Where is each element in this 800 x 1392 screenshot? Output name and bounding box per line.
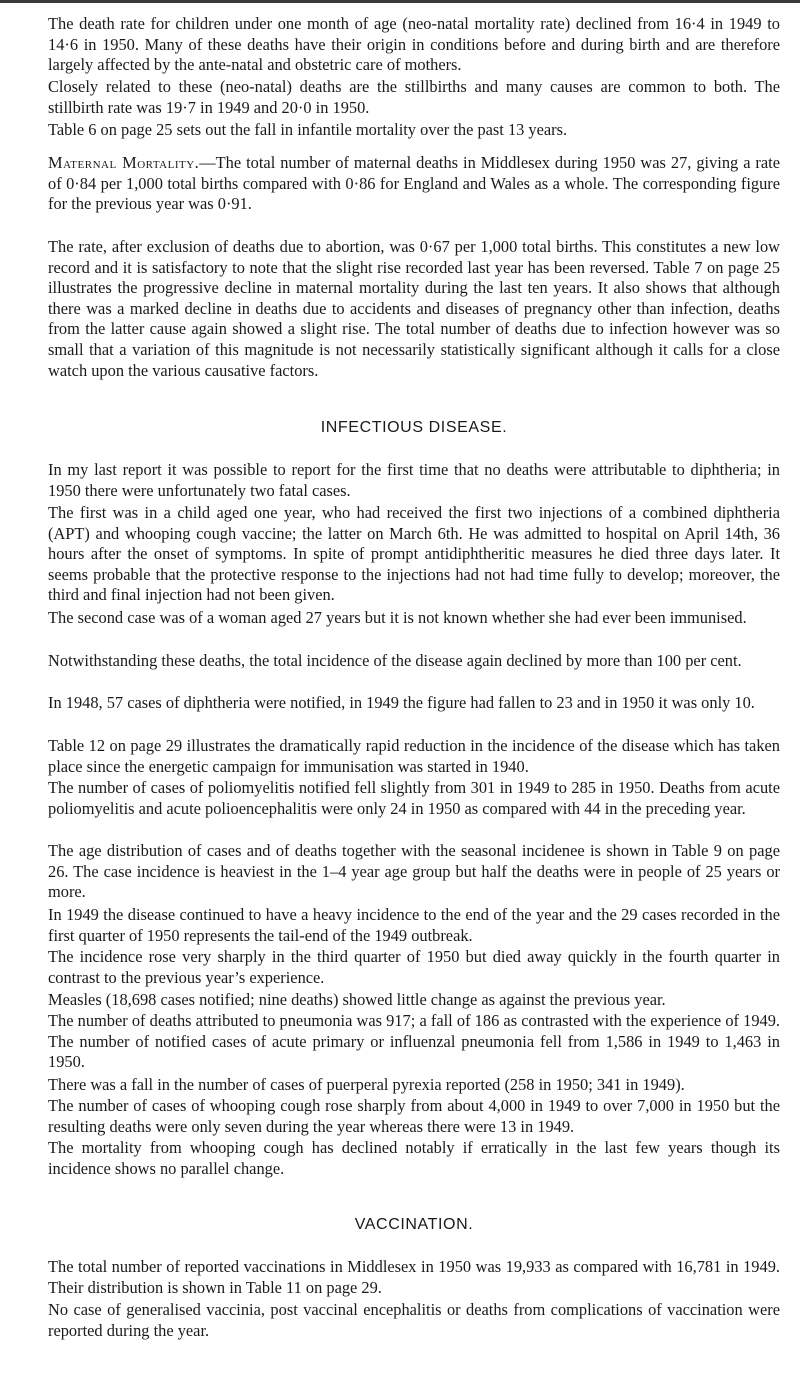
paragraph: The incidence rose very sharply in the third quarter of 1950 but died away quickly in the fourth quarter in contrast to the previous year’s experience. xyxy=(48,947,780,987)
infectious-p4-block xyxy=(48,651,780,672)
infectious-p2-block xyxy=(48,503,780,606)
vaccination-p2-block xyxy=(48,1300,780,1341)
paragraph: There was a fall in the number of cases of puerperal pyrexia reported (258 in 1950; 341 in 1949). xyxy=(48,1075,685,1094)
paragraph: The number of deaths attributed to pneumonia was 917; a fall of 186 as contrasted with the experience of 1949. The number of notified cases of acute primary or influenzal pneumonia fell from 1,586 in 1949 to 1,463 in 1950. xyxy=(48,1011,780,1072)
maternal-mortality-block xyxy=(48,153,780,215)
infectious-p9-block xyxy=(48,905,780,946)
neonatal-section xyxy=(48,14,780,76)
paragraph: The total number of reported vaccinations in Middlesex in 1950 was 19,933 as compared with 16,781 in 1949. Their distribution is shown in Table 11 on page 29. xyxy=(48,1257,780,1297)
section-heading: VACCINATION. xyxy=(354,1216,474,1233)
paragraph: Closely related to these (neo-natal) deaths are the stillbirths and many causes are common to both. The stillbirth rate was 19·7 in 1949 and 20·0 in 1950. xyxy=(48,77,780,117)
infectious-p1-block xyxy=(48,460,780,501)
paragraph: The number of cases of poliomyelitis notified fell slightly from 301 in 1949 to 285 in 1950. Deaths from acute poliomyelitis and acute polioencephalitis were only 24 in 1950 as compared with 44 in the preceding year. xyxy=(48,778,780,818)
document-page xyxy=(48,0,780,1392)
paragraph: The death rate for children under one month of age (neo-natal mortality rate) declined from 16·4 in 1949 to 14·6 in 1950. Many of these deaths have their origin in conditions before and during birth and are therefore largely affected by the ante-natal and obstetric care of mothers. xyxy=(48,14,780,75)
paragraph: The rate, after exclusion of deaths due to abortion, was 0·67 per 1,000 total births. This constitutes a new low record and it is satisfactory to note that the slight rise recorded last year has been reversed. Table 7 on page 25 illustrates the progressive decline in maternal mortality during the last ten years. It also shows that although there was a marked decline in deaths due to accidents and diseases of pregnancy other than infection, deaths from the latter cause again showed a slight rise. The total number of deaths due to infection however was so small that a variation of this magnitude is not necessarily statistically significant although it calls for a close watch upon the various causative factors. xyxy=(48,237,780,380)
paragraph: Measles (18,698 cases notified; nine deaths) showed little change as against the previous year. xyxy=(48,990,666,1009)
paragraph: In 1948, 57 cases of diphtheria were notified, in 1949 the figure had fallen to 23 and in 1950 it was only 10. xyxy=(48,693,755,712)
paragraph: The second case was of a woman aged 27 years but it is not known whether she had ever been immunised. xyxy=(48,608,747,627)
paragraph: In my last report it was possible to report for the first time that no deaths were attributable to diphtheria; in 1950 there were unfortunately two fatal cases. xyxy=(48,460,780,500)
infectious-heading-block xyxy=(48,419,780,437)
infectious-p13-block xyxy=(48,1075,780,1096)
paragraph: In 1949 the disease continued to have a heavy incidence to the end of the year and the 29 cases recorded in the first quarter of 1950 represents the tail-end of the 1949 outbreak. xyxy=(48,905,780,945)
infectious-p10-block xyxy=(48,947,780,988)
paragraph: The mortality from whooping cough has declined notably if erratically in the last few years though its incidence shows no parallel change. xyxy=(48,1138,780,1178)
paragraph xyxy=(48,153,780,215)
infectious-p6-block xyxy=(48,736,780,777)
table6-paragraph-block xyxy=(48,120,780,141)
paragraph: Notwithstanding these deaths, the total incidence of the disease again declined by more than 100 per cent. xyxy=(48,651,742,670)
infectious-p15-block xyxy=(48,1138,780,1179)
infectious-p3-block xyxy=(48,608,780,629)
paragraph: Table 12 on page 29 illustrates the dramatically rapid reduction in the incidence of the disease which has taken place since the energetic campaign for immunisation was started in 1940. xyxy=(48,736,780,776)
maternal-rate-block xyxy=(48,237,780,381)
vaccination-p1-block xyxy=(48,1257,780,1298)
infectious-p11-block xyxy=(48,990,780,1011)
paragraph: Table 6 on page 25 sets out the fall in infantile mortality over the past 13 years. xyxy=(48,120,568,139)
paragraph-text: —The total number of maternal deaths in Middlesex during 1950 was 27, giving a rate of 0·84 per 1,000 total births compared with 0·86 for England and Wales as a whole. The corresponding figure for the previous year was 0·91. xyxy=(48,153,780,214)
infectious-p5-block xyxy=(48,693,780,714)
vaccination-heading-block xyxy=(48,1216,780,1234)
section-heading: INFECTIOUS DISEASE. xyxy=(320,419,508,436)
infectious-p7-block xyxy=(48,778,780,819)
paragraph: The number of cases of whooping cough rose sharply from about 4,000 in 1949 to over 7,000 in 1950 but the resulting deaths were only seven during the year whereas there were 13 in 1949. xyxy=(48,1096,780,1136)
paragraph: No case of generalised vaccinia, post vaccinal encephalitis or deaths from complications of vaccination were reported during the year. xyxy=(48,1300,780,1340)
stillbirth-paragraph-block xyxy=(48,77,780,118)
infectious-p14-block xyxy=(48,1096,780,1137)
infectious-p8-block xyxy=(48,841,780,903)
infectious-p12-block xyxy=(48,1011,780,1073)
run-in-heading: Maternal Mortality. xyxy=(48,153,200,172)
paragraph: The age distribution of cases and of deaths together with the seasonal incidenee is shown in Table 9 on page 26. The case incidence is heaviest in the 1–4 year age group but half the deaths were in people of 25 years or more. xyxy=(48,841,780,902)
paragraph: The first was in a child aged one year, who had received the first two injections of a combined diphtheria (APT) and whooping cough vaccine; the latter on March 6th. He was admitted to hospital on April 14th, 36 hours after the onset of symptoms. In spite of prompt antidiphtheritic measures he died three days later. It seems probable that the protective response to the injections had not had time fully to develop; moreover, the third and final injection had not been given. xyxy=(48,503,780,605)
